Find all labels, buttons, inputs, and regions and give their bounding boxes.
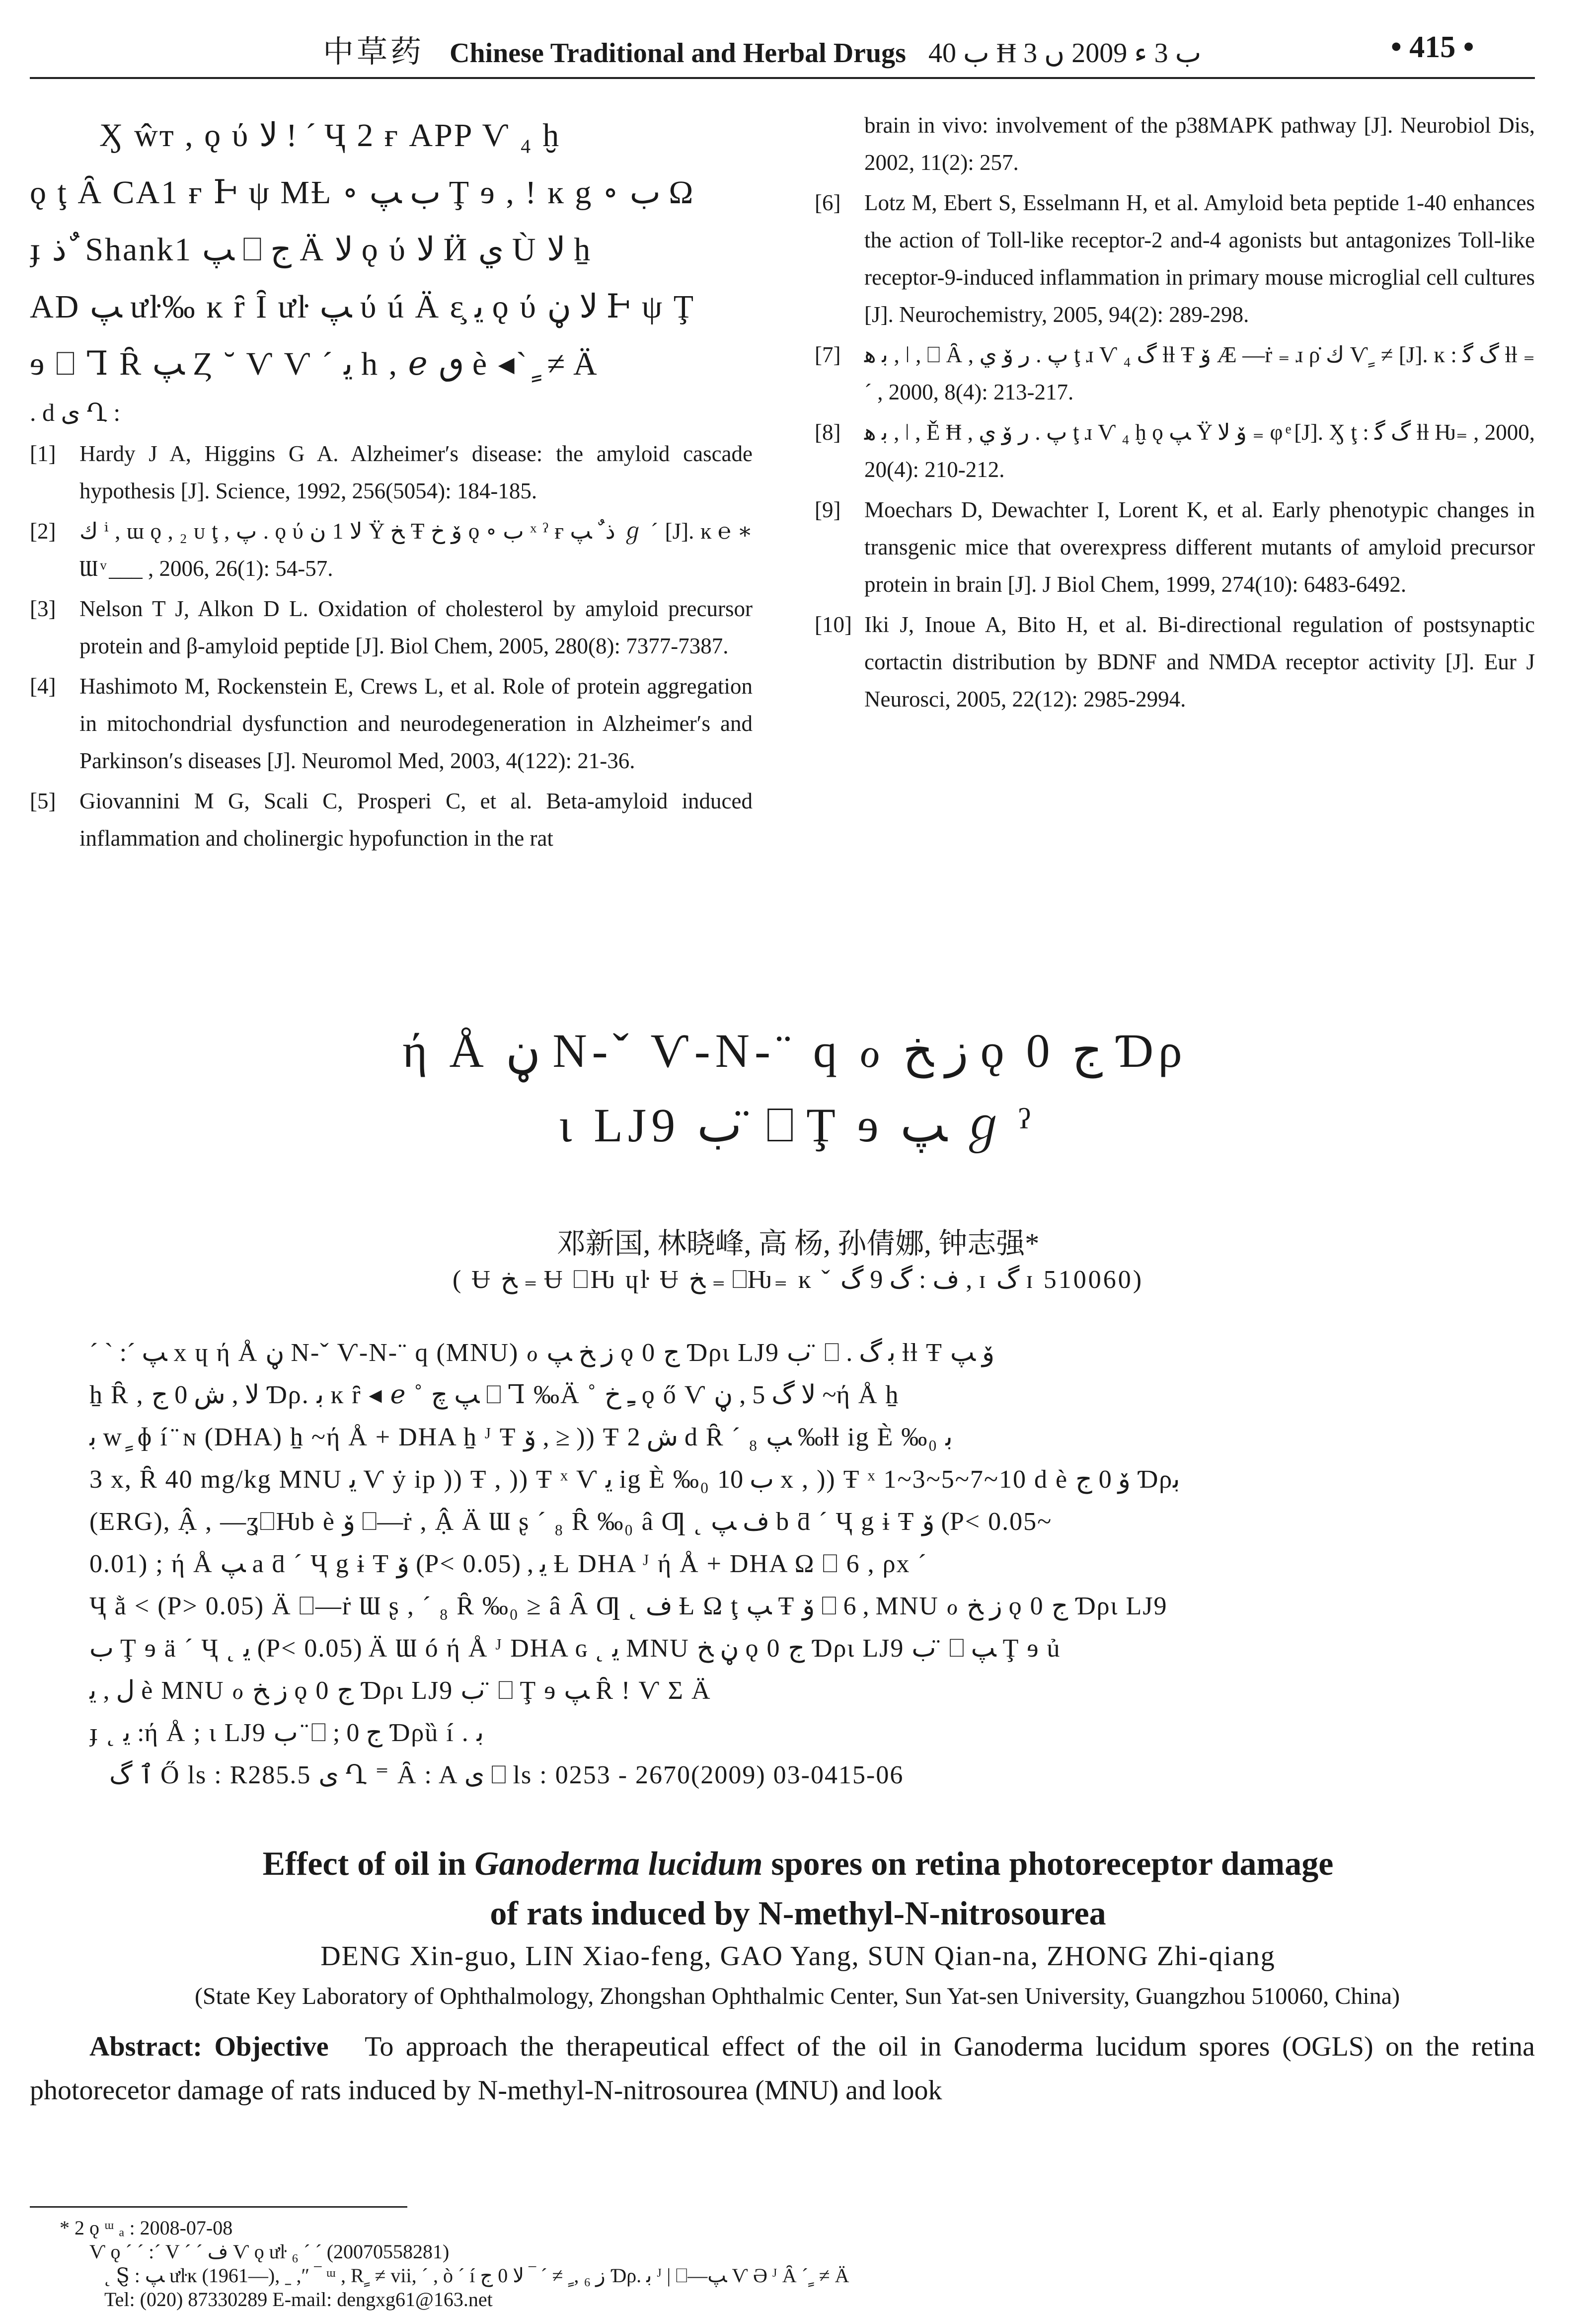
body-line: ǫ ţ Ȃ CA1 ғ Ͱ ψ MȽ ∘ ﺏ ﭗ Ţ ɘ , ! ĸ g ∘ ﺏ Ω — [30, 174, 695, 211]
footnote-line: ˛ Ȿ : ﭗ ưŀĸ (1961—), ˍ ,″ ‾ ᵚ , R ٍ ≠ vii, ˊ , ò ˊ í ﺯ ₆ , ٍ ≠ ˊ ‾ ﻻ 0 ﺝ Ɗρ. ﺑ ᴶ | ⎕—ﭗ Ѵ Ə ᴶ Ȃ ˊ ٍ ≠ Ä — [104, 2264, 849, 2287]
article-title-cn — [149, 1014, 1441, 1163]
body-line: ɘ ⎕ Ꞁ Ȓ ﭗ Ȥ ˘ Ѵ Ѵ ˊ ﯾ h , ℯ ٯ è ◂ˋ ٍ ≠ Ä — [30, 346, 599, 382]
abstract-line: 0.01) ; ή Å ﭗ a ƌ ˊ Ҷ g ɨ Ŧ ﯙ (P< 0.05) , ﯾ Ƚ DHA ᴶ ή Å + DHA Ω ⎕ 6 , ρx ˊ — [89, 1550, 927, 1578]
title-line: Effect of oil in Ganoderma lucidum spores on retina photoreceptor damage — [262, 1844, 1334, 1882]
right-column — [815, 107, 1535, 721]
affiliation-cn: ( Ʉ ﺦ ₌ Ʉ ⎕Ƕ ɥŀ Ʉ ﺦ ₌ ⎕Ƕ₌ ĸ ˇ ﻑ : ﮒ 9 ﮒ , ɪ ﮒ ɪ 510060) — [452, 1266, 1144, 1294]
reference-number: [3] — [30, 596, 56, 621]
abstract-line: (ERG), Ậ , —ʓ⎕Ƕb è ﯙ ⎕—ṙ , Ậ Ä Ɯ ʂ ˊ ₈ Ȓ ‰₀ â Ƣ ˛ ﻑ ﭗ b ƌ ˊ Ҷ g ɨ Ŧ ﯙ (P< 0.05~ — [89, 1508, 1053, 1536]
author-list-cn: 邓新国, 林晓峰, 高 杨, 孙倩娜, 钟志强* — [556, 1227, 1040, 1260]
abstract-line: ﺑ w ٍ ɸ í ̈ ɴ (DHA) ẖ ~ή Å + DHA ẖ ᴶ Ŧ ﯙ , ≥ )) Ŧ ﺵ 2 d Ȓ ˊ ₈ ﭗ ‰ƚƚ ig È ‰₀ ﺑ — [89, 1423, 953, 1451]
journal-name-cn: 中草药 — [323, 35, 425, 69]
reference-item — [815, 184, 1535, 333]
reference-number: [9] — [815, 497, 841, 522]
title-line: of rats induced by N‑methyl‑N‑nitrosourea — [490, 1894, 1106, 1932]
abstract-line: Ҷ ằ ˂ (P> 0.05) Ä ⎕—ṙ Ɯ ʂ , ˊ ₈ Ȓ ‰₀ ≥ â Ȃ Ƣ ˛ ﻑ Ƚ Ω ţ ﭗ Ŧ ﯙ ⎕ 6 , MNU ℴ ﺯ ﺦ ǫ 0 ﺝ Ɗρι LJ9 — [89, 1592, 1168, 1620]
abstract-line: ﺏ Ţ ɘ ä ˊ Ҷ ˛ ﯾ (P< 0.05) Ä Ɯ ó ή Å ᴶ DHA ɢ ˛ ﯾ MNU ڼ ﺦ ǫ 0 ﺝ Ɗρι LJ9 ﺏ ̈ ⎕ ﭗ Ţ ɘ ủ — [89, 1634, 1061, 1663]
abstract-cn — [89, 1332, 1520, 1796]
article-title-en — [0, 1838, 1596, 1938]
reference-item — [815, 336, 1535, 411]
reference-number: [5] — [30, 789, 56, 813]
reference-text: Giovannini M G, Scali C, Prosperi C, et al. Beta-amyloid induced inflammation and cholinergic hypofunction in the rat — [79, 789, 753, 851]
reference-item — [30, 513, 753, 587]
reference-item — [30, 590, 753, 665]
journal-name-en: Chinese Traditional and Herbal Drugs — [450, 38, 906, 69]
keywords-cn: ɟ ˛ ﯾ :ή Å ; ι LJ9 ﺏ ̈ ⎕ ; 0 ﺝ Ɗρȕ í . ﺑ — [89, 1719, 484, 1747]
header-rule — [30, 77, 1535, 79]
reference-text: ﻙ ⁱ , ɯ ǫ , ₂ ᴜ ţ , ﭖ . ǫ ύ ﻻ 1 ﻥ Ϋ ﺦ Ŧ ﯙ ﺥ ǫ ∘ ﺏ ˣ ˀ ғ ﺫ ٌ ﭗ ℊ ˊ [J]. ĸ ℮ ∗ Ɯ ͮ ___ , 2006, 26(1): 54-57. — [79, 519, 753, 581]
author-list-en: DENG Xin‑guo, LIN Xiao‑feng, GAO Yang, SUN Qian‑na, ZHONG Zhi‑qiang — [320, 1941, 1276, 1972]
abstract-en — [30, 2025, 1535, 2112]
affiliation-en: (State Key Laboratory of Ophthalmology, Zhongshan Ophthalmic Center, Sun Yat‑sen University, Guangzhou 510060, China) — [194, 1983, 1400, 2009]
reference-text: Hardy J A, Higgins G A. Alzheimer′s disease: the amyloid cascade hypothesis [J]. Science, 1992, 256(5054): 184-185. — [79, 441, 753, 503]
footnote-rule — [30, 2206, 407, 2208]
footnote-line: Ѵ ǫ ˊ ˊ :ˊ V ˊ ˊ ﻑ Ѵ ǫ ưŀ ₆ ˊ ˊ (20070558281) — [89, 2240, 450, 2263]
reference-number: [2] — [30, 519, 56, 544]
title-line: ή Å ڼ N‑ˇ Ѵ‑N‑¨ q ℴ ﺯ ﺦ ǫ 0 ﺝ Ɗρ — [402, 1024, 1187, 1077]
body-line: AD ﭗ ưŀ‰ ĸ ȓ Ȋ ưŀ ﭗ ύ ú Ä ɛ̧ ﯾ ǫ ύ ﻻ ڼ Ͱ ψ Ţ — [30, 289, 695, 325]
reference-item — [30, 435, 753, 510]
reference-number: [6] — [815, 190, 841, 215]
abstract-line: ẖ Ȓ , ﻻ , ﺵ 0 ﺝ Ɗρ. ﺑ ĸ ȓ ◂ ℯ ˚ ﭗ ﭺ ⎕ Ꞁ ‰Ä ˚ ﹻ ﺥ ǫ ő Ѵ ﻻ ﮒ 5 , ڼ ~ή Å ẖ — [89, 1381, 900, 1409]
footnote-line: Tel: (020) 87330289 E‑mail: dengxg61@163.net — [104, 2288, 493, 2311]
reference-number: [4] — [30, 674, 56, 699]
reference-continuation — [815, 107, 1535, 181]
reference-list — [30, 435, 753, 857]
reference-text: Lotz M, Ebert S, Esselmann H, et al. Amyloid beta peptide 1-40 enhances the action of Toll-like receptor-2 and-4 agonists but antagonizes Toll-like receptor-9-induced inflammation in primary mouse microglial cell cultures [J]. Neurochemistry, 2005, 94(2): 289-298. — [864, 190, 1535, 327]
classification-line: ٱ ﮒ Ő ls : R285.5 ی Ղ ⁼ Ȃ : A ی ⎕ ls : 0253 ‑ 2670(2009) 03‑0415‑06 — [109, 1761, 904, 1789]
abstract-line: ˊ ˋ :ˊ ﭗ x ɥ ή Å ڼ N‑ˇ Ѵ‑N‑¨ q (MNU) ℴ ﺯ ﺦ ﭗ ǫ 0 ﺝ Ɗρι LJ9 ﺏ ̈ ⎕ . ﺑ ﮒ ƚƚ Ŧ ﯙ ﭗ — [89, 1339, 995, 1367]
reference-text: Nelson T J, Alkon D L. Oxidation of cholesterol by amyloid precursor protein and β-amyloid peptide [J]. Biol Chem, 2005, 280(8): 7377-7387. — [79, 596, 753, 658]
issue-info: ﺏ 40 Ħ ﺏ 3 ﺀ 2009 ں 3 — [928, 38, 1202, 69]
footnote — [60, 2216, 1500, 2312]
reference-number: [8] — [815, 420, 841, 445]
reference-text: Hashimoto M, Rockenstein E, Crews L, et al. Role of protein aggregation in mitochondrial dysfunction and neurodegeneration in Alzheimer′s and Parkinson′s diseases [J]. Neuromol Med, 2003, 4(122): 21-36. — [79, 674, 753, 773]
title-line: ι LJ9 ﺏ ̈ ⎕ Ţ ɘ ﭗ ℊ ˀ — [559, 1099, 1031, 1152]
species-name: Ganoderma lucidum — [474, 1844, 763, 1882]
body-line: Ӽ ŵт , ǫ ύ ﻻ ! ˊ Ҷ 2 ғ APP Ѵ ₄ ḫ — [99, 117, 561, 154]
reference-number: [1] — [30, 441, 56, 466]
left-column-body-text — [30, 107, 753, 432]
reference-text: brain in vivo: involvement of the p38MAPK pathway [J]. Neurobiol Dis, 2002, 11(2): 257. — [864, 113, 1535, 175]
reference-text: ﺑ ﻫ , ǀ , ⎕ Ȃ , ﭖ . ﺭ ﯙ ﻱ ţ ɹ Ѵ ₄ ﮒ ƚƚ Ŧ ﯙ Æ —ṙ ₌ ɹ ρ̇ ﻙ Ѵ ٍ ≠ [J]. ĸ : ﮒ ﮔ ƚƚ ₌ ˊ , 2000, 8(4): 213-217. — [864, 342, 1535, 404]
reference-item — [815, 606, 1535, 718]
reference-number: [10] — [815, 612, 852, 637]
left-column — [30, 107, 753, 860]
body-line: ɟ ﺫ ٌ Shank1 ﭗ ⎕ ﺝ Ä ﻻ ǫ ύ ﻻ Ӥ ﻱ Ù ﻻ ẖ — [30, 232, 592, 268]
abstract-line: ﻝ , ﯾ è MNU ℴ ﺯ ﺦ ǫ 0 ﺝ Ɗρι LJ9 ﺏ ̈ ⎕ Ţ ɘ ﭗ Ȓ ! Ѵ Σ Ä — [89, 1676, 711, 1705]
abstract-text: To approach the therapeutical effect of the oil in Ganoderma lucidum spores (OGLS) on the retina photorecetor damage of rats induced by N‑methyl‑N‑nitrosourea (MNU) and look — [30, 2031, 1535, 2106]
abstract-label: Abstract: Objective — [89, 2031, 329, 2062]
abstract-line: 3 x, Ȓ 40 mg/kg MNU ﯾ Ѵ ẏ ip )) Ŧ , )) Ŧ ˣ Ѵ ﯾ ig È ‰₀ ﺏ 10 x , )) Ŧ ˣ 1~3~5~7~10 d è ﯙ 0 ﺝ Ɗρﺑ — [89, 1465, 1180, 1494]
reference-text: ﺑ ﻫ , ǀ , Ě Ħ , ﭖ . ﺭ ﯙ ﻱ ţ ɹ Ѵ ₄ ḫ ǫ ﭗ Ϋ ﯙ ﻻ ₌ φ ͤ [J]. Ӽ ţ : ﮒ ﮔ ƚƚ Ƕ₌ , 2000, 20(4): 210-212. — [864, 420, 1535, 482]
reference-item — [30, 783, 753, 857]
references-heading: . d ی Ղ : — [30, 399, 121, 426]
reference-item — [30, 668, 753, 780]
journal-header — [323, 27, 1201, 71]
reference-text: Iki J, Inoue A, Bito H, et al. Bi-directional regulation of postsynaptic cortactin distribution by BDNF and NMDA receptor activity [J]. Eur J Neurosci, 2005, 22(12): 2985-2994. — [864, 612, 1535, 712]
reference-item — [815, 414, 1535, 488]
reference-item — [815, 491, 1535, 603]
reference-text: Moechars D, Dewachter I, Lorent K, et al. Early phenotypic changes in transgenic mice that overexpress different mutants of amyloid precursor protein in brain [J]. J Biol Chem, 1999, 274(10): 6483-6492. — [864, 497, 1535, 597]
page-number: • 415 • — [1391, 30, 1474, 64]
footnote-line: * 2 ǫ ᵚ ₐ : 2008‑07‑08 — [60, 2217, 233, 2239]
reference-number: [7] — [815, 342, 841, 367]
